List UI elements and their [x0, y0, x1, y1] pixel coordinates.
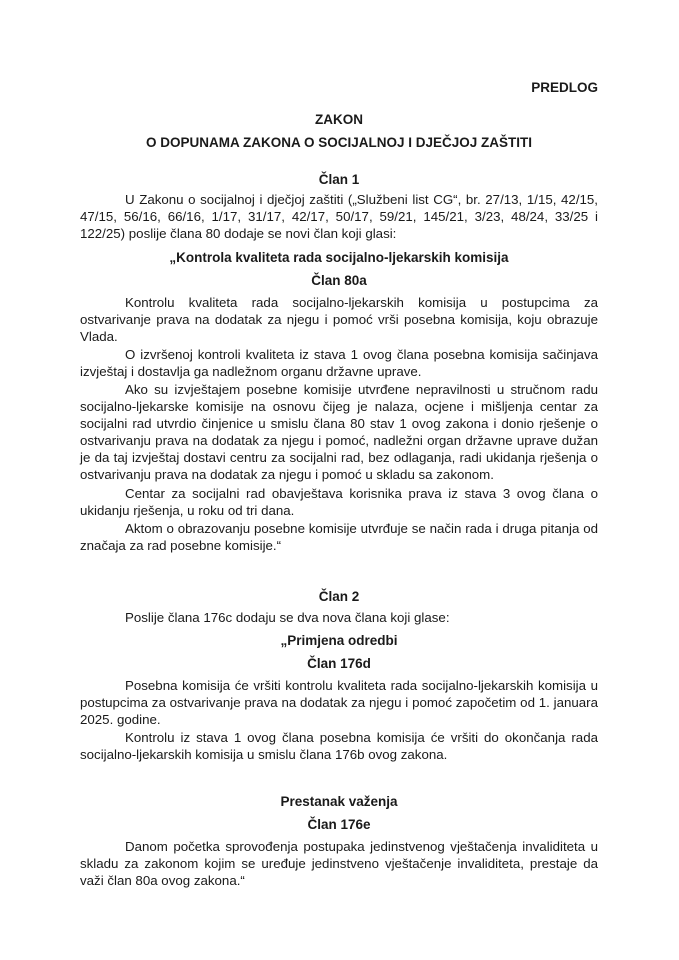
article-80a-title: „Kontrola kvaliteta rada socijalno-ljekarskih komisija — [169, 250, 509, 265]
article-176e-heading: Član 176e — [307, 817, 371, 832]
law-title: ZAKON — [315, 112, 363, 127]
article-80a-paragraph-2: O izvršenoj kontroli kvaliteta iz stava 1 ovog člana posebna komisija sačinjava izvještaj i dostavlja ga nadležnom organu državne uprave. — [80, 347, 598, 379]
article-2-intro: Poslije člana 176c dodaju se dva nova člana koji glase: — [125, 610, 450, 625]
article-176e-title: Prestanak važenja — [280, 794, 398, 809]
law-subtitle: O DOPUNAMA ZAKONA O SOCIJALNOJ I DJEČJOJ ZAŠTITI — [145, 135, 533, 150]
article-1-heading: Član 1 — [318, 172, 360, 187]
article-176d-paragraph-2: Kontrolu iz stava 1 ovog člana posebna komisija će vršiti do okončanja rada socijalno-ljekarskih komisija u smislu člana 176b ovog zakona. — [80, 730, 598, 762]
article-176d-paragraph-1: Posebna komisija će vršiti kontrolu kvaliteta rada socijalno-ljekarskih komisija u postupcima za ostvarivanje prava na dodatak za njegu i pomoć započetim od 1. januara 2025. godine. — [80, 678, 598, 727]
article-80a-paragraph-5: Aktom o obrazovanju posebne komisije utvrđuje se način rada i druga pitanja od značaja za rad posebne komisije.“ — [80, 521, 598, 553]
article-2-heading: Član 2 — [318, 589, 360, 604]
article-1-intro: U Zakonu o socijalnoj i dječjoj zaštiti („Službeni list CG“, br. 27/13, 1/15, 42/15, 47/15, 56/16, 66/16, 1/17, 31/17, 42/17, 50/17, 59/21, 145/21, 3/23, 48/24, 33/25 i 122/25) poslije člana 80 dodaje se novi član koji glasi: — [80, 192, 598, 241]
draft-label: PREDLOG — [531, 80, 598, 95]
article-176d-heading: Član 176d — [307, 656, 371, 671]
article-80a-paragraph-1: Kontrolu kvaliteta rada socijalno-ljekarskih komisija u postupcima za ostvarivanje prava na dodatak za njegu i pomoć vrši posebna komisija, koju obrazuje Vlada. — [80, 295, 598, 344]
article-80a-paragraph-4: Centar za socijalni rad obavještava korisnika prava iz stava 3 ovog člana o ukidanju rješenja, u roku od tri dana. — [80, 486, 598, 518]
article-176e-paragraph-1: Danom početka sprovođenja postupaka jedinstvenog vještačenja invaliditeta u skladu za zakonom kojim se uređuje jedinstveno vještačenje invaliditeta, prestaje da važi član 80a ovog zakona.“ — [80, 839, 598, 888]
article-80a-heading: Član 80a — [311, 273, 367, 288]
article-176d-title: „Primjena odredbi — [280, 633, 398, 648]
article-80a-paragraph-3: Ako su izvještajem posebne komisije utvrđene nepravilnosti u stručnom radu socijalno-ljekarske komisije na osnovu čijeg je nalaza, ocjene i mišljenja centar za socijalni rad utvrdio činjenice u smislu člana 80 stav 1 ovog zakona i donio rješenje o ostvarivanju prava na dodatak za njegu i pomoć, nadležni organ državne uprave dužan je da taj izvještaj dostavi centru za socijalni rad, bez odlaganja, radi ukidanja rješenja o ostvarivanju prava na dodatak za njegu i pomoć u skladu sa zakonom. — [80, 382, 598, 482]
